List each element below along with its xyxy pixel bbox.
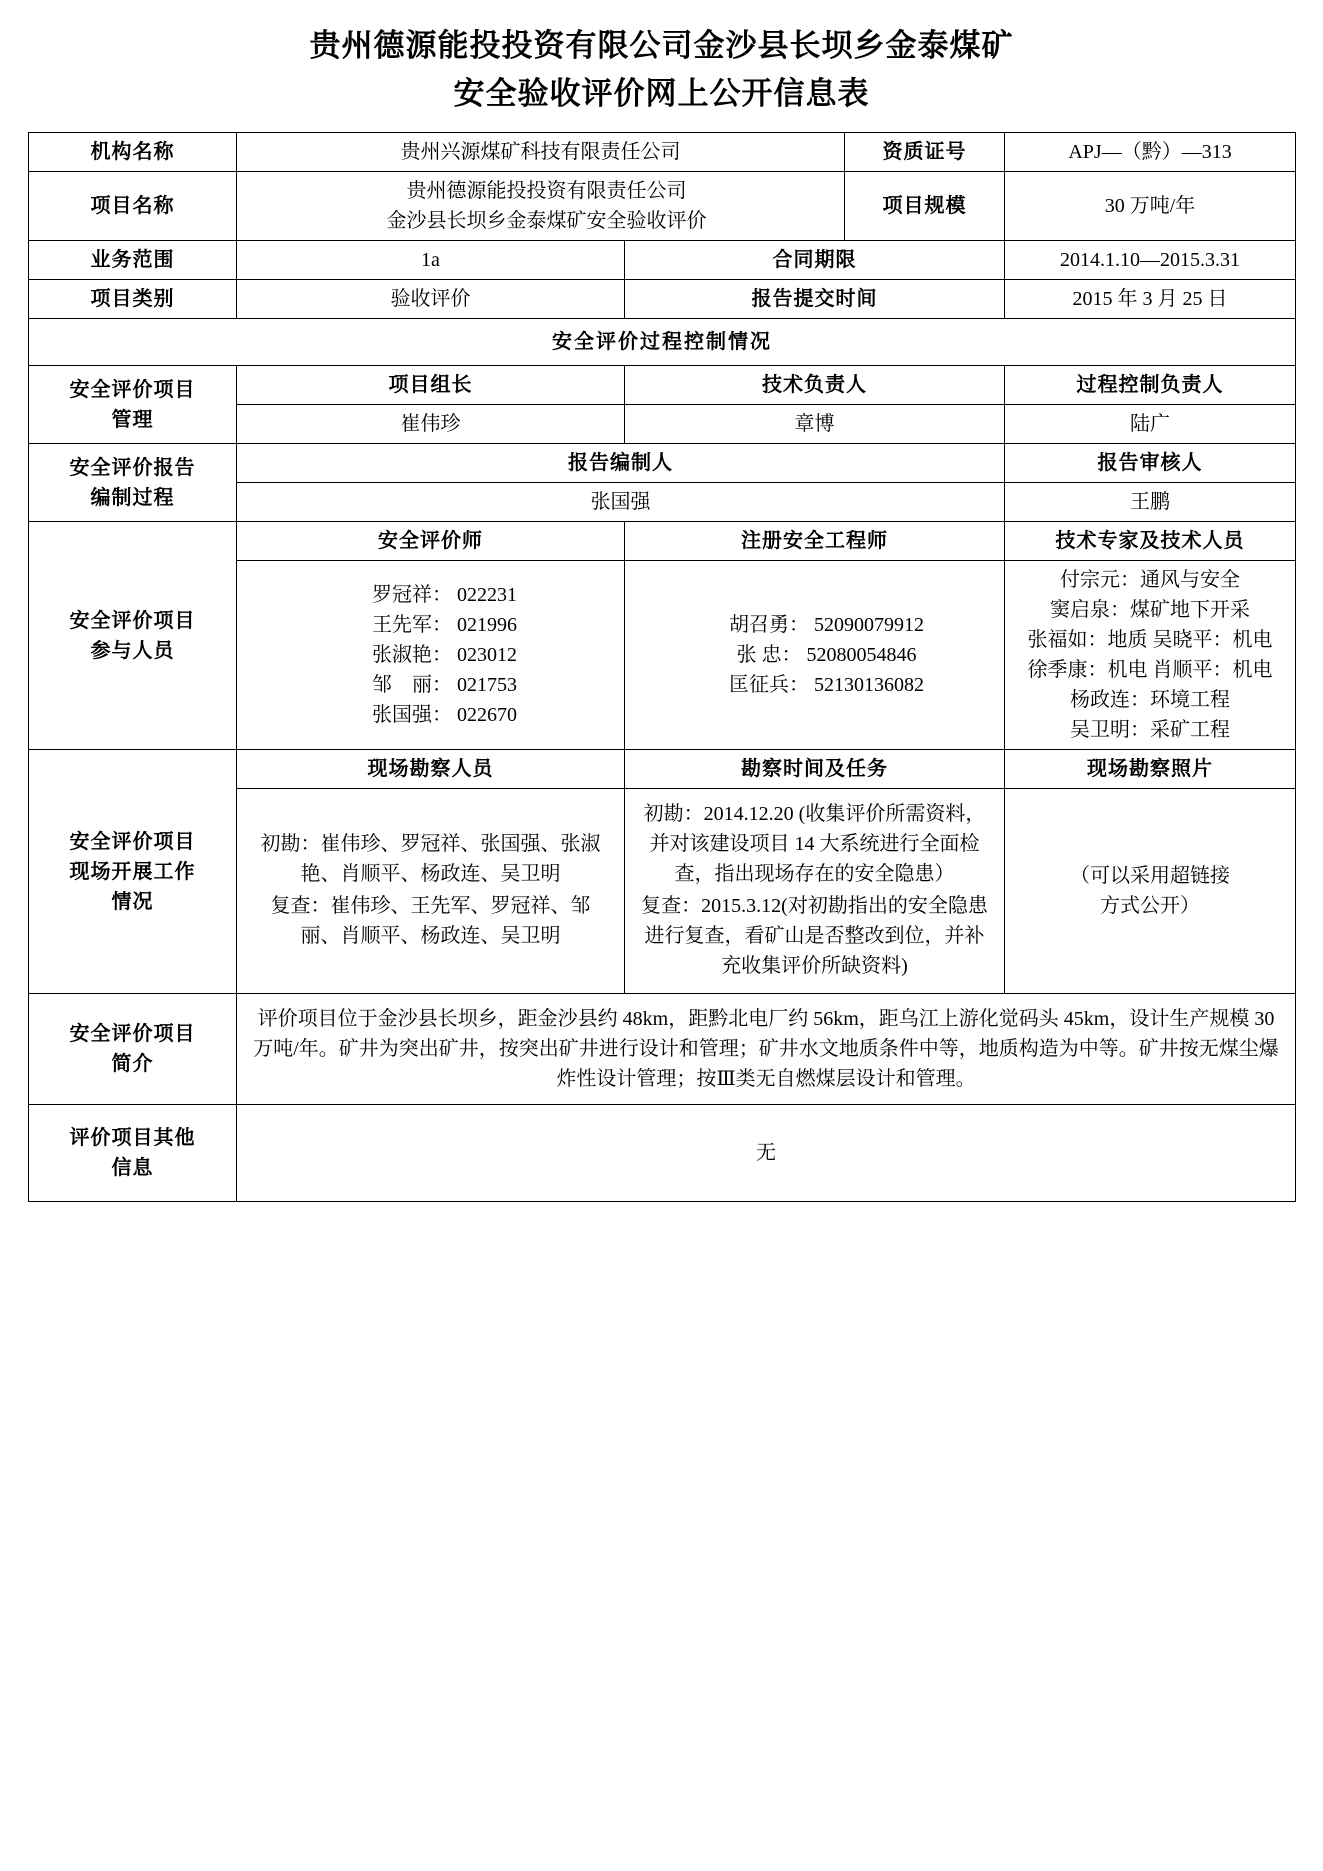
list-item: 徐季康：机电 肖顺平：机电	[1027, 659, 1273, 682]
table-row-project-name	[29, 172, 1296, 241]
table-row-intro	[29, 994, 1296, 1105]
participants-label-line2: 参与人员	[90, 639, 175, 662]
fieldwork-task-initial: 初勘：2014.12.20 (收集评价所需资料，并对该建设项目 14 大系统进行全面检查，指出现场存在的安全隐患）	[643, 803, 986, 886]
management-label	[29, 366, 237, 444]
fieldwork-personnel-initial: 初勘：崔伟珍、罗冠祥、张国强、张淑艳、肖顺平、杨政连、吴卫明	[260, 833, 601, 886]
other-label-line1: 评价项目其他	[69, 1127, 196, 1150]
list-item: 张淑艳： 023012	[372, 644, 517, 667]
table-row-management-heads	[29, 366, 1296, 405]
contract-period-value: 2014.1.10—2015.3.31	[1005, 241, 1296, 280]
fieldwork-task-review: 复查：2015.3.12(对初勘指出的安全隐患进行复查，看矿山是否整改到位，并补充收集评价所缺资料)	[641, 895, 988, 978]
other-label-line2: 信息	[111, 1157, 154, 1180]
title-line-1: 贵州德源能投投资有限公司金沙县长坝乡金泰煤矿	[309, 28, 1014, 63]
management-head-tech: 技术负责人	[625, 366, 1005, 405]
table-row-other	[29, 1105, 1296, 1202]
list-item: 吴卫明：采矿工程	[1070, 719, 1231, 742]
fieldwork-personnel	[237, 789, 625, 994]
fieldwork-label-line3: 情况	[111, 890, 154, 913]
page-title	[28, 22, 1295, 118]
contract-period-label: 合同期限	[625, 241, 1005, 280]
fieldwork-label-line2: 现场开展工作	[69, 860, 196, 883]
business-scope-value: 1a	[237, 241, 625, 280]
fieldwork-head-task: 勘察时间及任务	[625, 750, 1005, 789]
table-row-org	[29, 133, 1296, 172]
participants-label-line1: 安全评价项目	[69, 609, 196, 632]
participants-head-assessor: 安全评价师	[237, 522, 625, 561]
fieldwork-task	[625, 789, 1005, 994]
table-row-fieldwork-heads	[29, 750, 1296, 789]
management-label-line1: 安全评价项目	[69, 378, 196, 401]
project-type-label: 项目类别	[29, 280, 237, 319]
project-name-label: 项目名称	[29, 172, 237, 241]
other-value: 无	[237, 1105, 1296, 1202]
list-item: 付宗元：通风与安全	[1060, 569, 1241, 592]
management-value-tech: 章博	[625, 405, 1005, 444]
table-row-project-type	[29, 280, 1296, 319]
project-type-value: 验收评价	[237, 280, 625, 319]
table-row-participants-heads	[29, 522, 1296, 561]
report-process-label	[29, 444, 237, 522]
intro-label-line1: 安全评价项目	[69, 1023, 196, 1046]
project-scale-value: 30 万吨/年	[1005, 172, 1296, 241]
experts-list	[1005, 561, 1296, 750]
list-item: 张国强： 022670	[372, 704, 517, 727]
participants-label	[29, 522, 237, 750]
intro-text: 评价项目位于金沙县长坝乡，距金沙县约 48km，距黔北电厂约 56km，距乌江上游化觉码头 45km，设计生产规模 30 万吨/年。矿井为突出矿井，按突出矿井进行设计和管理；矿井水文地质条件中等，地质构造为中等。矿井按无煤尘爆炸性设计管理；按Ⅲ类无自燃煤层设计和管理。	[237, 994, 1296, 1105]
report-process-label-line2: 编制过程	[90, 486, 175, 509]
participants-head-engineer: 注册安全工程师	[625, 522, 1005, 561]
report-submit-label: 报告提交时间	[625, 280, 1005, 319]
public-information-table	[28, 132, 1296, 1202]
engineers-list	[625, 561, 1005, 750]
fieldwork-head-photo: 现场勘察照片	[1005, 750, 1296, 789]
fieldwork-label-line1: 安全评价项目	[69, 830, 196, 853]
fieldwork-photo-note-line2: 方式公开）	[1100, 895, 1201, 918]
title-line-2: 安全验收评价网上公开信息表	[453, 76, 870, 112]
list-item: 邹 丽： 021753	[372, 674, 517, 697]
fieldwork-photo-note	[1005, 789, 1296, 994]
table-row-business-scope	[29, 241, 1296, 280]
intro-label	[29, 994, 237, 1105]
table-row-section-title	[29, 319, 1296, 366]
org-name-label: 机构名称	[29, 133, 237, 172]
fieldwork-personnel-review: 复查：崔伟珍、王先军、罗冠祥、邹 丽、肖顺平、杨政连、吴卫明	[270, 895, 611, 948]
list-item: 窦启泉：煤矿地下开采	[1050, 599, 1251, 622]
management-label-line2: 管理	[111, 408, 154, 431]
management-head-process: 过程控制负责人	[1005, 366, 1296, 405]
report-submit-value: 2015 年 3 月 25 日	[1005, 280, 1296, 319]
fieldwork-label	[29, 750, 237, 994]
report-process-label-line1: 安全评价报告	[69, 456, 196, 479]
project-scale-label: 项目规模	[845, 172, 1005, 241]
management-head-leader: 项目组长	[237, 366, 625, 405]
cert-number-label: 资质证号	[845, 133, 1005, 172]
cert-number-value: APJ—（黔）—313	[1005, 133, 1296, 172]
list-item: 张 忠： 52080054846	[736, 644, 917, 667]
assessors-list	[237, 561, 625, 750]
list-item: 罗冠祥： 022231	[372, 584, 517, 607]
management-value-process: 陆广	[1005, 405, 1296, 444]
fieldwork-photo-note-line1: （可以采用超链接	[1070, 865, 1231, 888]
process-section-title: 安全评价过程控制情况	[29, 319, 1296, 366]
list-item: 匡征兵： 52130136082	[729, 674, 925, 697]
report-head-reviewer: 报告审核人	[1005, 444, 1296, 483]
project-name-value-line1: 贵州德源能投投资有限责任公司	[406, 180, 687, 203]
report-value-reviewer: 王鹏	[1005, 483, 1296, 522]
report-value-writer: 张国强	[237, 483, 1005, 522]
other-label	[29, 1105, 237, 1202]
list-item: 胡召勇： 52090079912	[729, 614, 925, 637]
project-name-value-line2: 金沙县长坝乡金泰煤矿安全验收评价	[386, 210, 707, 233]
list-item: 王先军： 021996	[372, 614, 517, 637]
intro-label-line2: 简介	[111, 1053, 154, 1076]
project-name-value	[237, 172, 845, 241]
list-item: 张福如：地质 吴晓平：机电	[1027, 629, 1273, 652]
business-scope-label: 业务范围	[29, 241, 237, 280]
list-item: 杨政连：环境工程	[1070, 689, 1231, 712]
table-row-report-heads	[29, 444, 1296, 483]
org-name-value: 贵州兴源煤矿科技有限责任公司	[237, 133, 845, 172]
participants-head-expert: 技术专家及技术人员	[1005, 522, 1296, 561]
report-head-writer: 报告编制人	[237, 444, 1005, 483]
management-value-leader: 崔伟珍	[237, 405, 625, 444]
fieldwork-head-personnel: 现场勘察人员	[237, 750, 625, 789]
